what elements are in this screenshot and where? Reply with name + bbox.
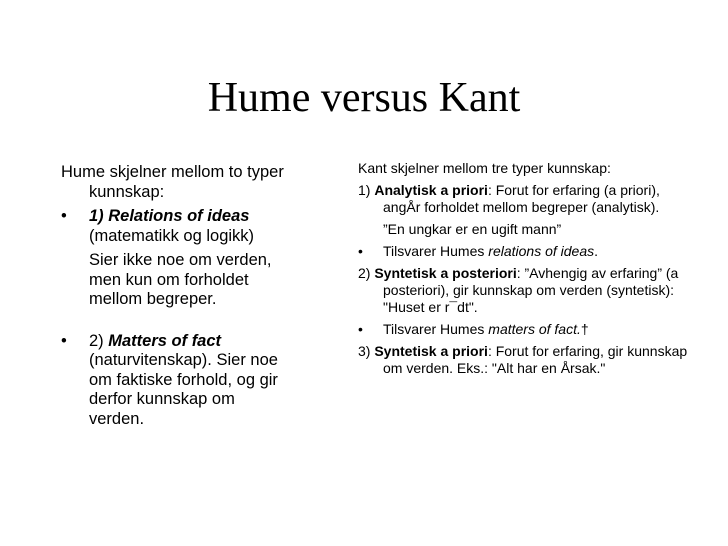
analytic-example: ”En ungkar er en ugift mann” — [383, 221, 562, 237]
bullet-icon: • — [61, 331, 67, 350]
matters-of-fact-label: Matters of fact — [108, 331, 222, 350]
analytic-a-priori-description: : Forut for erfaring (a priori), angÅr forholdet mellom begreper (analytisk). — [383, 182, 660, 215]
synthetic-a-priori-label: Syntetisk a priori — [374, 343, 488, 359]
hume-column — [61, 163, 291, 429]
kant-bullet-relations-of-ideas — [358, 243, 698, 260]
kant-point-synthetic-a-posteriori — [358, 265, 698, 316]
bullet-suffix: † — [580, 321, 589, 337]
matters-of-fact-number: 2) — [89, 331, 109, 350]
bullet-term: relations of ideas — [488, 243, 595, 259]
bullet-term: matters of fact. — [488, 321, 581, 337]
kant-point-synthetic-a-priori — [358, 343, 698, 377]
hume-item-matters-of-fact — [61, 332, 291, 430]
matters-of-fact-description: (naturvitenskap). Sier noe om faktiske forhold, og gir derfor kunnskap om verden. — [89, 351, 278, 428]
kant-intro: Kant skjelner mellom tre typer kunnskap: — [358, 160, 611, 176]
kant-column — [358, 160, 698, 377]
point-number: 3) — [358, 343, 375, 359]
analytic-a-priori-label: Analytisk a priori — [374, 182, 488, 198]
bullet-prefix: Tilsvarer Humes — [383, 321, 489, 337]
bullet-prefix: Tilsvarer Humes — [383, 243, 489, 259]
bullet-icon: • — [358, 243, 363, 259]
kant-point-analytic-a-priori — [358, 182, 698, 216]
bullet-icon: • — [61, 207, 67, 225]
hume-item-relations-of-ideas — [61, 207, 291, 246]
relations-of-ideas-description: (matematikk og logikk) — [89, 226, 255, 245]
bullet-suffix: . — [594, 243, 599, 259]
synthetic-a-posteriori-description: : ”Avhengig av erfaring” (a posteriori), gir kunnskap om verden (syntetisk): "Huset er r¯dt". — [383, 265, 679, 315]
hume-relations-note: Sier ikke noe om verden, men kun om forholdet mellom begreper. — [89, 251, 272, 308]
synthetic-a-posteriori-label: Syntetisk a posteriori — [374, 265, 517, 281]
bullet-icon: • — [358, 321, 363, 337]
synthetic-a-priori-description: : Forut for erfaring, gir kunnskap om verden. Eks.: "Alt har en Årsak." — [383, 343, 688, 376]
point-number: 1) — [358, 182, 375, 198]
point-number: 2) — [358, 265, 375, 281]
hume-intro: Hume skjelner mellom to typer kunnskap: — [61, 163, 284, 201]
kant-bullet-matters-of-fact — [358, 321, 698, 338]
relations-of-ideas-label: 1) Relations of ideas — [89, 207, 250, 225]
slide-title: Hume versus Kant — [207, 75, 521, 121]
